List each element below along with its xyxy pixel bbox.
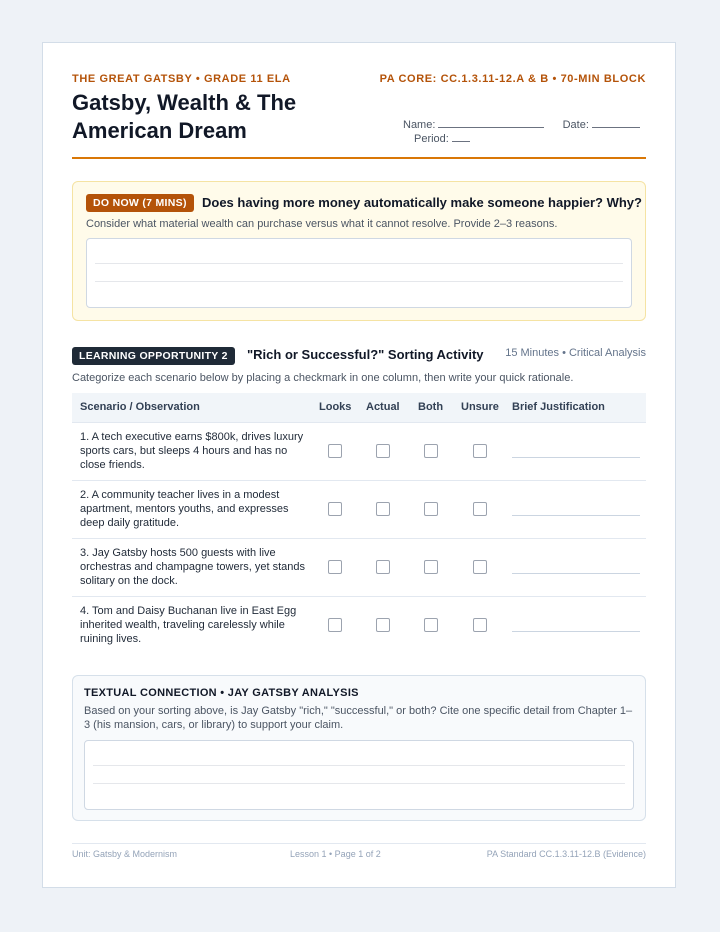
column-header-unsure: Unsure <box>461 401 499 413</box>
header-divider <box>72 157 646 159</box>
do-now-instruction: Consider what material wealth can purchase versus what it cannot resolve. Provide 2–3 reasons. <box>86 218 558 230</box>
actual-checkbox[interactable] <box>376 502 390 516</box>
scenario-text: 1. A tech executive earns $800k, drives luxury sports cars, but sleeps 4 hours and has no close friends. <box>80 431 304 471</box>
footer-unit: Unit: Gatsby & Modernism <box>72 849 178 859</box>
actual-checkbox[interactable] <box>376 618 390 632</box>
worksheet-page <box>42 42 676 888</box>
column-header-looks: Looks <box>319 401 352 413</box>
table-row <box>72 481 646 539</box>
footer-divider <box>72 843 646 844</box>
textual-answer-box[interactable] <box>84 740 634 810</box>
date-label: Date: <box>562 119 589 131</box>
actual-checkbox[interactable] <box>376 444 390 458</box>
name-field[interactable] <box>438 118 544 128</box>
date-field[interactable] <box>592 118 640 128</box>
actual-checkbox[interactable] <box>376 560 390 574</box>
sorting-table <box>72 393 646 654</box>
textual-connection-heading: TEXTUAL CONNECTION • JAY GATSBY ANALYSIS <box>84 687 359 699</box>
table-header <box>72 393 646 423</box>
unsure-checkbox[interactable] <box>473 618 487 632</box>
justification-field[interactable] <box>512 515 640 516</box>
standards-label: PA CORE: CC.1.3.11-12.A & B • 70-MIN BLOCK <box>379 73 646 85</box>
both-checkbox[interactable] <box>424 502 438 516</box>
period-field[interactable] <box>452 132 470 142</box>
scenario-text: 3. Jay Gatsby hosts 500 guests with live orchestras and champagne towers, yet stands solitary on the dock. <box>80 547 306 587</box>
unsure-checkbox[interactable] <box>473 444 487 458</box>
both-checkbox[interactable] <box>424 444 438 458</box>
textual-connection-prompt: Based on your sorting above, is Jay Gatsby "rich," "successful," or both? Cite one specific detail from Chapter 1–3 (his mansion, cars, or library) to support your claim. <box>84 705 633 731</box>
page-title: Gatsby, Wealth & The American Dream <box>72 90 297 143</box>
column-header-scenario: Scenario / Observation <box>80 401 200 413</box>
unsure-checkbox[interactable] <box>473 560 487 574</box>
course-eyebrow: THE GREAT GATSBY • GRADE 11 ELA <box>72 73 291 85</box>
justification-field[interactable] <box>512 457 640 458</box>
learning-opportunity-badge: LEARNING OPPORTUNITY 2 <box>72 347 235 365</box>
table-row <box>72 539 646 597</box>
scenario-text: 2. A community teacher lives in a modest apartment, mentors youths, and expresses deep daily gratitude. <box>80 489 289 529</box>
table-row <box>72 423 646 481</box>
unsure-checkbox[interactable] <box>473 502 487 516</box>
do-now-badge: DO NOW (7 MINS) <box>86 194 194 212</box>
activity-instruction: Categorize each scenario below by placing a checkmark in one column, then write your quick rationale. <box>72 372 574 384</box>
name-label: Name: <box>403 119 436 131</box>
column-header-justification: Brief Justification <box>512 401 605 413</box>
student-info-fields <box>403 118 643 146</box>
activity-meta: 15 Minutes • Critical Analysis <box>505 347 646 359</box>
looks-checkbox[interactable] <box>328 444 342 458</box>
period-label: Period: <box>414 133 449 145</box>
column-header-both: Both <box>418 401 444 413</box>
footer-page: Lesson 1 • Page 1 of 2 <box>290 849 381 859</box>
textual-connection-section <box>72 675 646 821</box>
justification-field[interactable] <box>512 631 640 632</box>
do-now-question: Does having more money automatically make someone happier? Why? <box>202 195 642 210</box>
justification-field[interactable] <box>512 573 640 574</box>
looks-checkbox[interactable] <box>328 560 342 574</box>
worksheet-content <box>72 43 646 887</box>
do-now-section <box>72 181 646 321</box>
name-date-row <box>403 118 643 132</box>
column-header-actual: Actual <box>366 401 400 413</box>
table-row <box>72 597 646 654</box>
looks-checkbox[interactable] <box>328 502 342 516</box>
both-checkbox[interactable] <box>424 560 438 574</box>
scenario-text: 4. Tom and Daisy Buchanan live in East Egg inherited wealth, traveling carelessly while ruining lives. <box>80 605 297 645</box>
activity-title: "Rich or Successful?" Sorting Activity <box>247 347 484 362</box>
period-row <box>403 132 643 146</box>
footer-standard: PA Standard CC.1.3.11-12.B (Evidence) <box>486 849 646 859</box>
do-now-answer-box[interactable] <box>86 238 632 308</box>
both-checkbox[interactable] <box>424 618 438 632</box>
looks-checkbox[interactable] <box>328 618 342 632</box>
